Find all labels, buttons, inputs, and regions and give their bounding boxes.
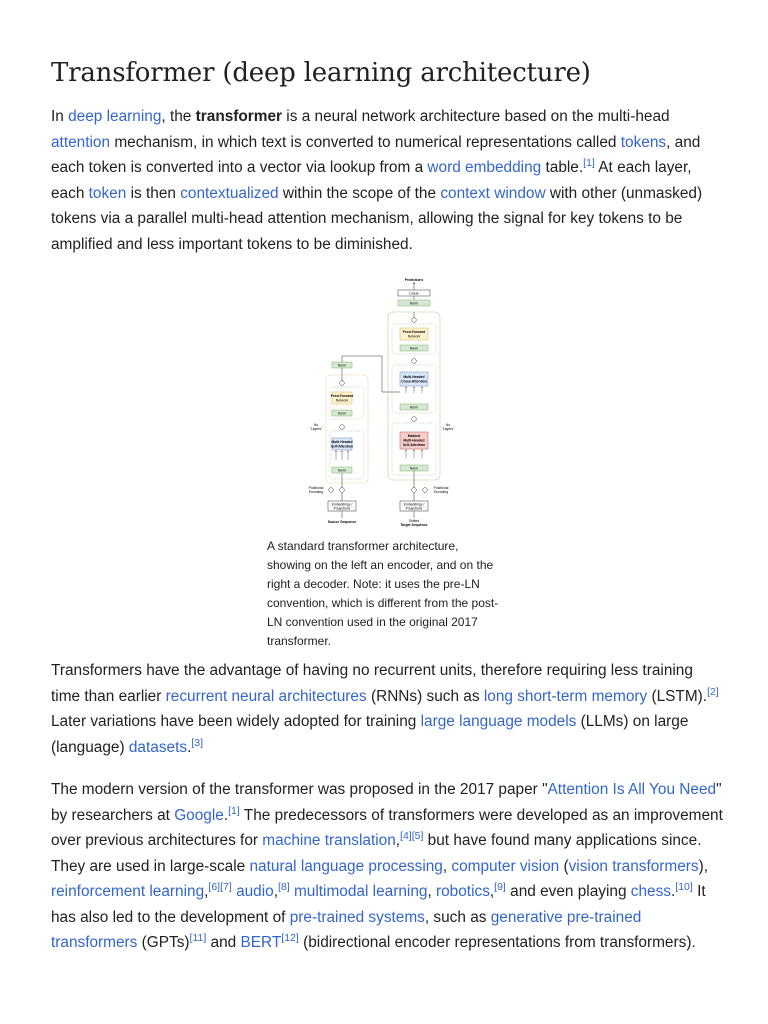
text: At each layer, each <box>51 159 692 202</box>
citation-link[interactable]: [8] <box>278 880 290 893</box>
norm-label: Norm <box>337 411 347 416</box>
shifted-label: Shifted <box>408 519 420 523</box>
citation-link[interactable]: [10] <box>675 880 693 893</box>
citation-link[interactable]: [11] <box>189 931 207 944</box>
add-icon <box>412 318 417 323</box>
link-deep-learning[interactable]: deep learning <box>68 108 162 125</box>
add-icon <box>412 488 417 493</box>
page-title: Transformer (deep learning architecture) <box>51 58 591 88</box>
pos-label: Positional <box>433 486 449 490</box>
nx-label: Nx <box>313 423 319 427</box>
text: (RNNs) such as <box>366 687 484 705</box>
text: In <box>51 108 69 125</box>
text: is then <box>126 184 181 202</box>
link-tokens[interactable]: tokens <box>620 133 667 151</box>
text: (LSTM). <box>647 687 708 705</box>
text: The modern version of the transformer was proposed in the 2017 paper " <box>51 781 548 798</box>
link-llm[interactable]: large language models <box>420 713 577 730</box>
text: The predecessors of transformers were developed as an improvement over previous architectures for <box>51 806 723 849</box>
add-icon <box>412 417 417 422</box>
norm-label: Norm <box>337 363 347 368</box>
text: Later variations have been widely adopted for training <box>51 713 421 730</box>
text: with other (unmasked) tokens via a parallel multi-head attention mechanism, allowing the signal for key tokens to be amplified and less important tokens to be diminished. <box>51 184 703 253</box>
masked-label-3: Self-Attention <box>402 443 426 447</box>
nx-label-2: "Layers" <box>441 427 455 431</box>
link-token[interactable]: token <box>88 184 127 202</box>
text: . <box>223 806 229 824</box>
ffn-label: Feed-Forward <box>402 330 426 334</box>
add-icon <box>340 488 345 493</box>
emb-label: Embeddings / <box>403 502 425 507</box>
text: , <box>273 883 279 900</box>
norm-label: Norm <box>409 346 419 351</box>
pos-label: Positional <box>308 486 324 490</box>
citation-link[interactable]: [4][5] <box>400 829 424 842</box>
intro-paragraph <box>51 104 723 257</box>
citation-link[interactable]: [6][7] <box>208 880 232 893</box>
link-google[interactable]: Google <box>174 806 224 824</box>
text: , <box>489 883 495 900</box>
ffn-label-2: Network <box>335 398 349 403</box>
add-icon <box>412 359 417 364</box>
emb-label-2: Projections <box>333 506 351 511</box>
text: Transformers have the advantage of having no recurrent units, therefore requiring less training time than earlier <box>51 662 693 705</box>
norm-label: Norm <box>409 405 419 410</box>
link-vision-transformers[interactable]: vision transformers <box>568 857 699 875</box>
link-attention-paper[interactable]: Attention Is All You Need <box>547 781 717 798</box>
ffn-label: Feed-Forward <box>330 394 354 398</box>
text: (bidirectional encoder representations from transformers). <box>298 934 696 951</box>
link-reinforcement-learning[interactable]: reinforcement learning <box>51 883 205 900</box>
link-gpt[interactable]: generative pre-trained transformers <box>51 908 642 951</box>
citation-link[interactable]: [2] <box>707 685 719 698</box>
text: and even playing <box>505 883 631 900</box>
text: but have found many applications since. They are used in large-scale <box>51 832 702 875</box>
link-datasets[interactable]: datasets <box>128 738 188 756</box>
citation-link[interactable]: [1] <box>583 156 595 169</box>
text: table. <box>541 159 584 176</box>
text: (LLMs) on large (language) <box>51 713 689 756</box>
text: , <box>442 857 452 875</box>
source-label: Source Sequence <box>327 520 357 524</box>
link-nlp[interactable]: natural language processing <box>249 857 443 875</box>
add-icon <box>340 381 345 386</box>
positional-wave-icon <box>329 488 334 493</box>
text: , <box>204 883 209 900</box>
link-attention[interactable]: attention <box>51 133 111 151</box>
citation-link[interactable]: [1] <box>228 804 240 817</box>
positional-wave-icon <box>423 488 428 493</box>
emb-label: Embeddings / <box>331 502 353 507</box>
self-attn-label: Multi-Headed <box>331 440 353 444</box>
text: is a neural network architecture based on the multi-head <box>282 108 670 125</box>
link-multimodal-learning[interactable]: multimodal learning <box>293 883 428 900</box>
nx-label-2: "Layers" <box>309 427 323 431</box>
norm-label: Norm <box>409 466 419 471</box>
emb-label-2: Projections <box>405 506 423 511</box>
ffn-label-2: Network <box>407 334 421 339</box>
cross-attn-label: Multi-Headed <box>403 375 425 379</box>
link-bert[interactable]: BERT <box>240 934 282 951</box>
link-rnn[interactable]: recurrent neural architectures <box>165 687 367 705</box>
link-computer-vision[interactable]: computer vision <box>451 857 560 875</box>
text: . <box>187 738 192 756</box>
masked-label: Masked <box>407 434 421 438</box>
shifted-label-2: Target Sequence <box>400 523 428 527</box>
bold-term: transformer <box>195 108 283 125</box>
link-chess[interactable]: chess <box>630 883 672 900</box>
nx-label: Nx <box>445 423 451 427</box>
text: . <box>671 883 676 900</box>
predictions-label: Predictions <box>404 278 424 282</box>
link-contextualized[interactable]: contextualized <box>180 184 279 202</box>
history-paragraph <box>51 777 723 956</box>
masked-label-2: Multi-Headed <box>403 438 425 443</box>
link-pretrained-systems[interactable]: pre-trained systems <box>289 908 425 926</box>
text: , such as <box>424 908 491 926</box>
link-context-window[interactable]: context window <box>440 184 546 202</box>
citation-link[interactable]: [12] <box>281 931 299 944</box>
figure-caption: A standard transformer architecture, showing on the left an encoder, and on the right a decoder. Note: it uses the pre-LN convention, which is different from the post-LN convention used in the original 2017 transformer. <box>267 539 499 648</box>
architecture-figure <box>266 272 502 534</box>
text: , the <box>161 108 196 125</box>
text: ( <box>559 857 569 875</box>
link-machine-translation[interactable]: machine translation <box>262 832 396 849</box>
text: , <box>395 832 401 849</box>
link-word-embedding[interactable]: word embedding <box>427 159 542 176</box>
pos-label-2: Encoding <box>433 490 449 494</box>
link-audio[interactable]: audio <box>236 883 274 900</box>
linear-label: Linear <box>409 291 419 296</box>
norm-label: Norm <box>409 301 419 306</box>
text: within the scope of the <box>278 184 441 202</box>
text: It has also led to the development of <box>51 883 706 926</box>
text: ), <box>698 857 709 875</box>
citation-link[interactable]: [3] <box>191 736 204 749</box>
text: , and each token is converted into a vector via lookup from a <box>51 133 701 176</box>
transformer-diagram[interactable] <box>308 272 458 534</box>
advantages-paragraph <box>51 658 723 760</box>
pos-label-2: Encoding <box>308 490 324 494</box>
text: " by researchers at <box>51 781 722 824</box>
text: , <box>427 883 436 900</box>
text: and <box>206 934 241 951</box>
add-icon <box>340 425 345 430</box>
link-robotics[interactable]: robotics <box>436 883 490 900</box>
link-lstm[interactable]: long short-term memory <box>483 687 648 705</box>
norm-label: Norm <box>337 468 347 473</box>
cross-attn-label-2: Cross-Attention <box>401 379 427 384</box>
text: (GPTs) <box>137 934 190 951</box>
text: mechanism, in which text is converted to numerical representations called <box>110 133 621 151</box>
self-attn-label-2: Self-Attention <box>330 444 354 449</box>
citation-link[interactable]: [9] <box>494 880 506 893</box>
